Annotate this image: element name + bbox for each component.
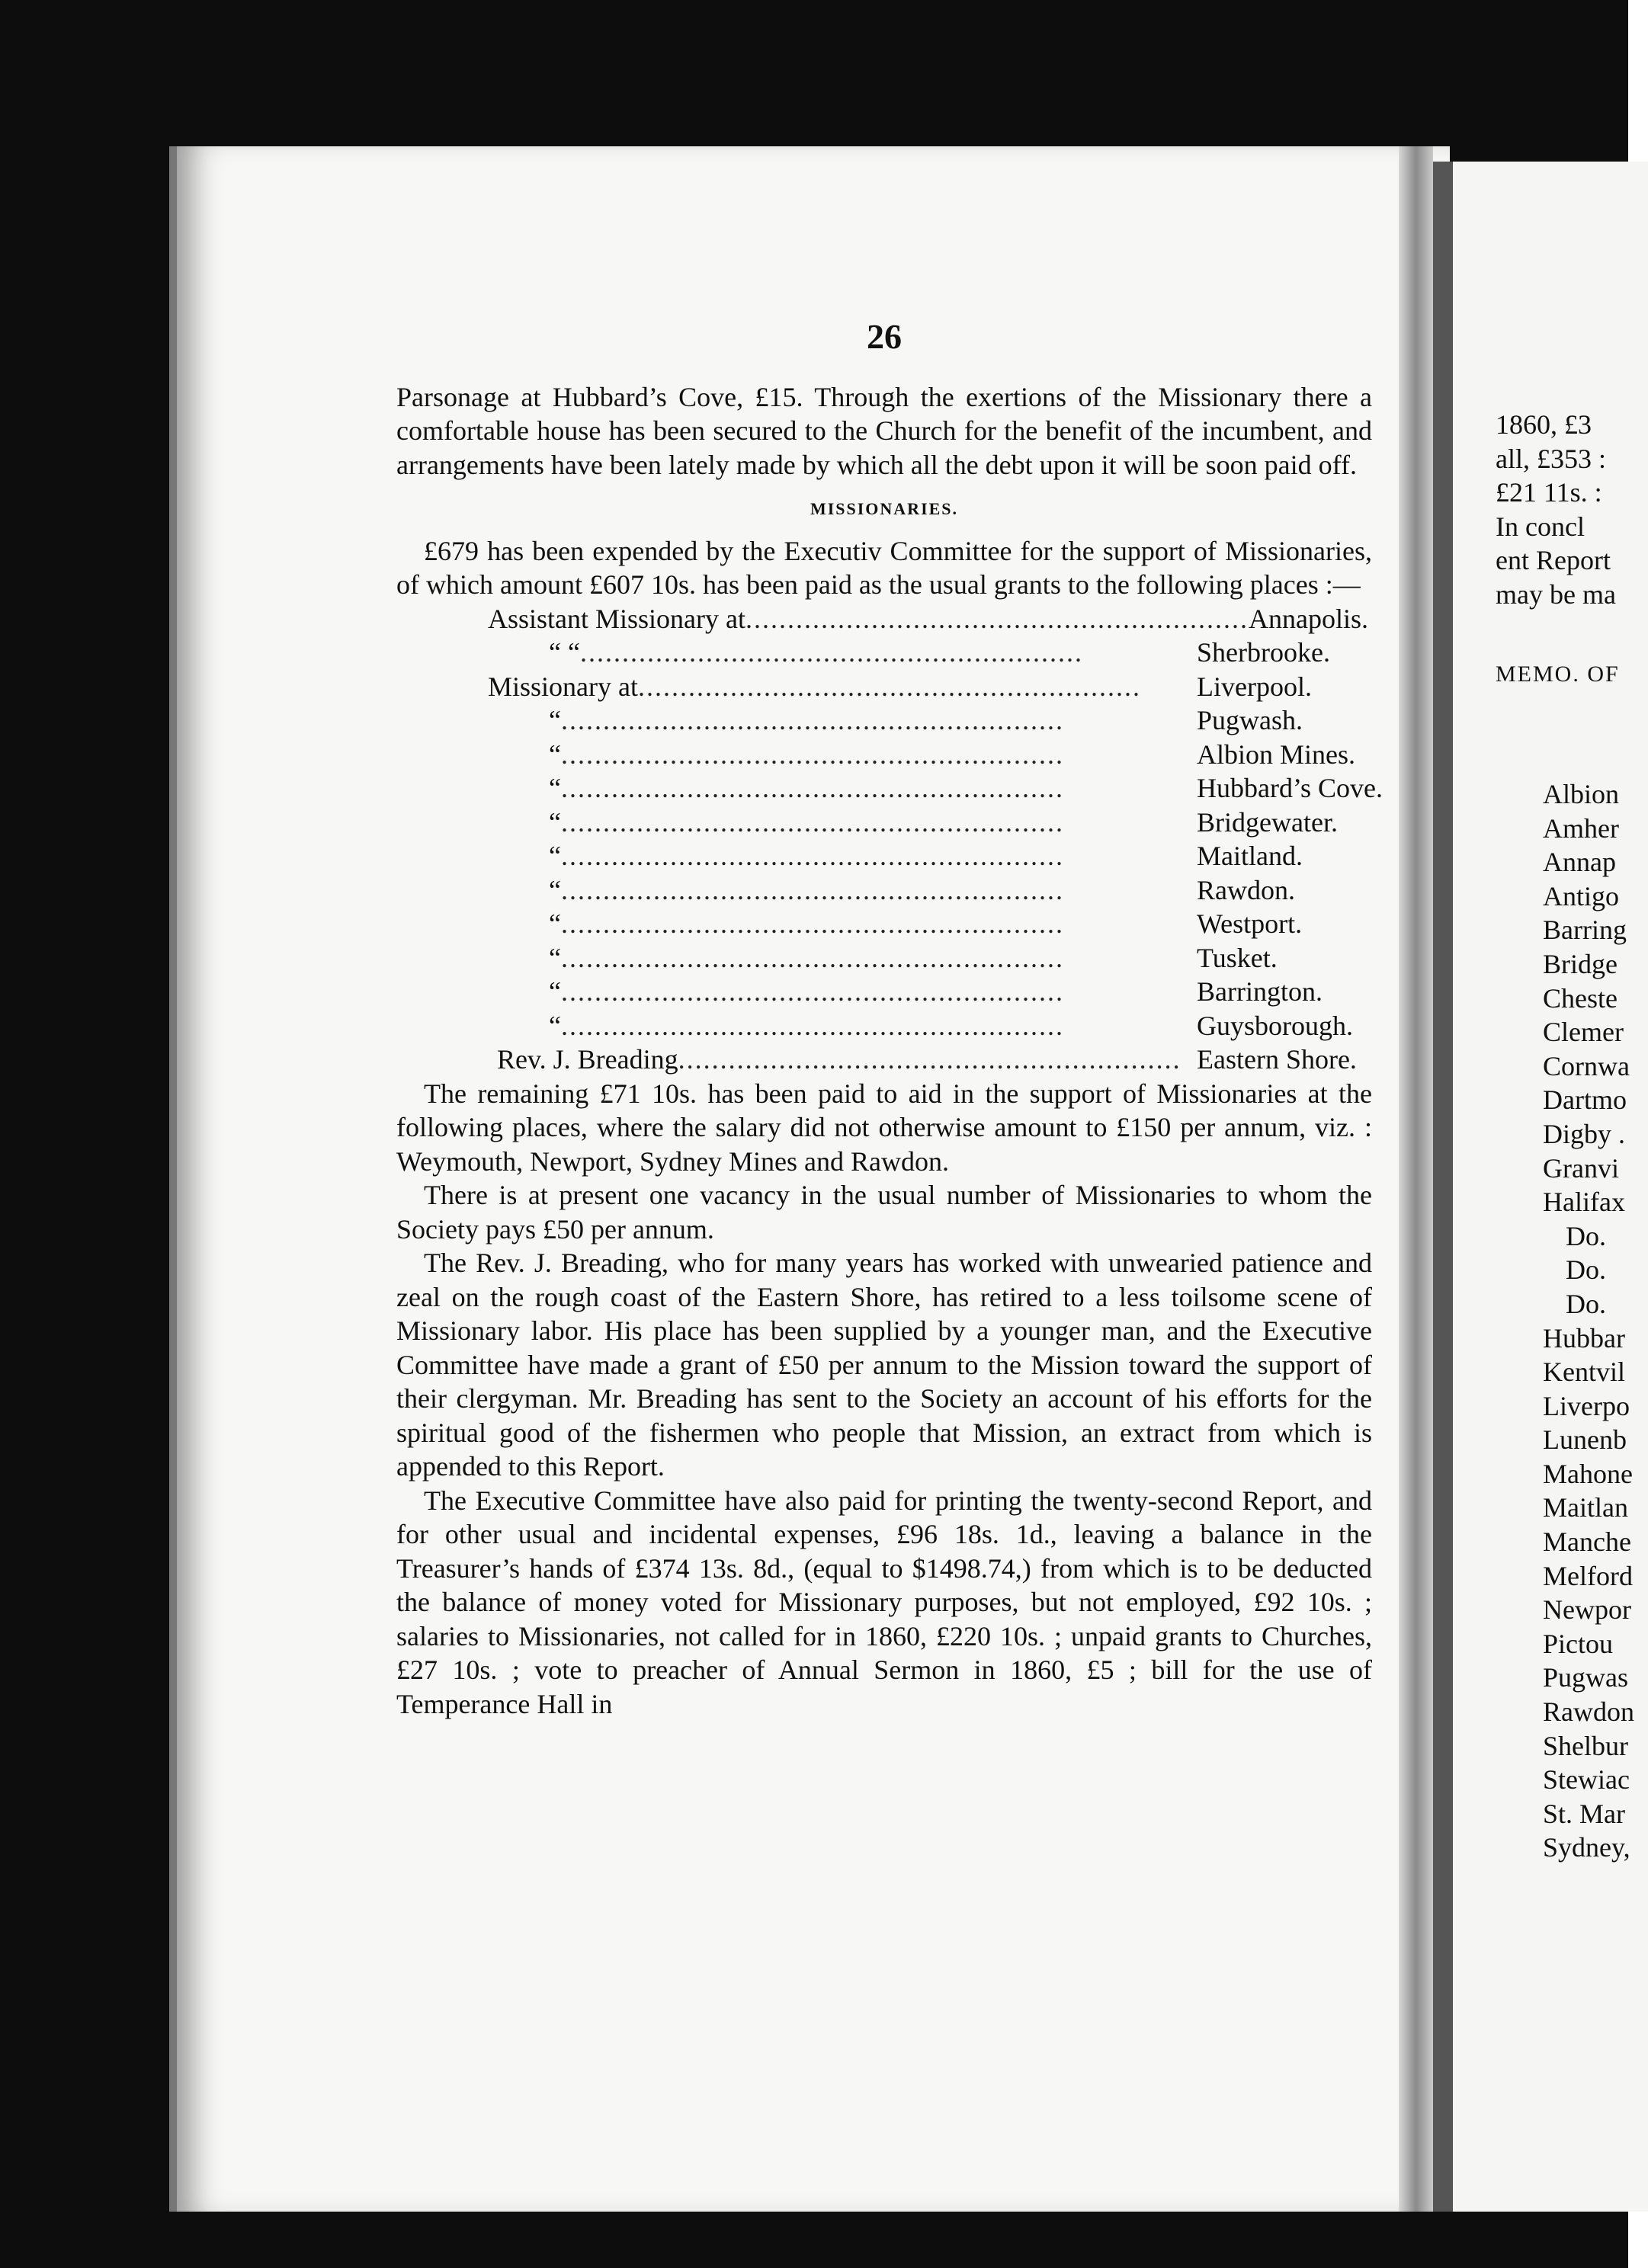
list-item — [396, 771, 1383, 806]
list-item — [396, 703, 1372, 738]
paragraph-remaining: The remaining £71 10s. has been paid to aid in the support of Missionaries at the following places, where the salary did not otherwise amount to £150 per annum, viz. : Weymouth, Newport, Sydney Mines and Rawdon. — [396, 1078, 1372, 1177]
list-item: Manche — [1543, 1526, 1631, 1558]
list-item — [396, 839, 1372, 873]
list-item — [396, 873, 1372, 908]
grant-place: Maitland. — [1197, 841, 1303, 871]
grant-place: Sherbrooke. — [1197, 637, 1330, 668]
list-item — [396, 975, 1372, 1009]
list-item: Dartmo — [1543, 1084, 1627, 1116]
right-line: all, £353 : — [1496, 443, 1606, 474]
list-item: Stewiac — [1543, 1764, 1630, 1796]
grant-label: “ “ — [549, 637, 580, 668]
section-heading: MISSIONARIES. — [810, 499, 959, 518]
right-line: £21 11s. : — [1496, 477, 1602, 508]
leader-dots: ............................................................ — [745, 603, 1249, 634]
leader-dots: ............................................................ — [560, 908, 1064, 939]
grant-label: Assistant Missionary at — [488, 603, 745, 634]
paragraph-expenses: The Executive Committee have also paid for printing the twenty-second Report, and for other usual and incidental expenses, £96 18s. 1d., leaving a balance in the Treasurer’s hands of £374 13s. 8d., (equal to $1498.74,) from which is to be deducted the balance of money voted for Missionary purposes, but not employed, £92 10s. ; salaries to Missionaries, not called for in 1860, £220 10s. ; unpaid grants to Churches, £27 10s. ; vote to preacher of Annual Sermon in 1860, £5 ; bill for the use of Temperance Hall in — [396, 1485, 1372, 1719]
list-item: Do. — [1566, 1288, 1606, 1319]
right-line: ent Report — [1496, 545, 1611, 575]
list-item: Mahone — [1543, 1458, 1633, 1489]
grant-place: Barrington. — [1197, 976, 1323, 1007]
list-item: Pictou — [1543, 1628, 1614, 1659]
paragraph-vacancy: There is at present one vacancy in the usual number of Missionaries to whom the Society pays £50 per annum. — [396, 1180, 1372, 1245]
list-item: Hubbar — [1543, 1322, 1625, 1353]
list-item — [396, 602, 1372, 636]
list-item: Granvi — [1543, 1152, 1619, 1184]
list-item — [396, 1043, 1372, 1077]
list-item: Amher — [1543, 812, 1619, 844]
list-item: Cornwa — [1543, 1050, 1630, 1081]
right-page-top-text — [1496, 408, 1616, 611]
grant-place: Westport. — [1197, 908, 1303, 939]
list-item: Cheste — [1543, 982, 1618, 1014]
list-item — [396, 738, 1372, 772]
list-item: Annap — [1543, 847, 1616, 878]
book-gutter — [1399, 146, 1433, 2212]
list-item — [396, 806, 1372, 840]
grant-label: Missionary at — [488, 671, 638, 702]
list-item: Barring — [1543, 915, 1627, 946]
grant-place: Rawdon. — [1197, 874, 1295, 905]
leader-dots: ............................................................ — [637, 671, 1141, 702]
list-item: Lunenb — [1543, 1424, 1627, 1456]
grant-label: “ — [549, 806, 561, 838]
grant-place: Albion Mines. — [1197, 738, 1356, 770]
list-item: Melford — [1543, 1560, 1633, 1591]
list-item: Albion — [1543, 779, 1620, 809]
list-item: Do. — [1566, 1254, 1606, 1286]
list-item: Maitlan — [1543, 1492, 1628, 1523]
grant-label: “ — [549, 705, 561, 735]
list-item: Shelbur — [1543, 1730, 1628, 1761]
grant-label: “ — [549, 874, 561, 905]
list-item: Liverpo — [1543, 1390, 1630, 1421]
grant-place: Pugwash. — [1197, 705, 1303, 735]
grant-place: Eastern Shore. — [1197, 1044, 1357, 1075]
list-item — [396, 941, 1372, 975]
list-item: St. Mar — [1543, 1798, 1625, 1829]
grant-label: “ — [549, 841, 561, 871]
leader-dots: ............................................................ — [560, 942, 1064, 973]
grant-place: Bridgewater. — [1197, 806, 1338, 838]
list-item: Kentvil — [1543, 1357, 1625, 1388]
grant-label: Rev. J. Breading — [497, 1044, 678, 1075]
list-item: Halifax — [1543, 1187, 1625, 1218]
list-item: Bridge — [1543, 948, 1618, 979]
right-line: 1860, £3 — [1496, 409, 1592, 440]
grant-place: Guysborough. — [1197, 1010, 1353, 1041]
leader-dots: ............................................................ — [560, 773, 1064, 803]
grant-label: “ — [549, 773, 561, 803]
leader-dots: ............................................................ — [560, 874, 1064, 905]
list-item: Sydney, — [1543, 1832, 1630, 1863]
grant-place: Annapolis. — [1249, 603, 1368, 634]
leader-dots: ............................................................ — [560, 1010, 1064, 1041]
list-item: Digby . — [1543, 1118, 1625, 1149]
right-page-places — [1543, 777, 1634, 1865]
grant-label: “ — [549, 976, 561, 1007]
grant-label: “ — [549, 1010, 561, 1041]
list-item: Antigo — [1543, 880, 1620, 911]
leader-dots: ............................................................ — [560, 705, 1064, 735]
page-number: 26 — [867, 317, 902, 356]
right-page-memo: MEMO. OF — [1496, 662, 1620, 687]
grant-label: “ — [549, 738, 561, 770]
right-line: may be ma — [1496, 578, 1616, 610]
page-content — [396, 317, 1383, 1721]
list-item: Pugwas — [1543, 1662, 1629, 1693]
grant-place: Liverpool. — [1197, 671, 1312, 702]
leader-dots: ............................................................ — [579, 637, 1083, 668]
leader-dots: ............................................................ — [678, 1044, 1181, 1075]
grants-list — [396, 602, 1383, 1077]
list-item: Rawdon — [1543, 1696, 1634, 1728]
grant-place: Hubbard’s Cove. — [1197, 773, 1383, 803]
paragraph-intro: £679 has been expended by the Executiv Committee for the support of Missionaries, of which amount £607 10s. has been paid as the usual grants to the following places :— — [396, 535, 1372, 600]
paragraph-breading: The Rev. J. Breading, who for many years has worked with unwearied patience and zeal on the rough coast of the Eastern Shore, has retired to a less toilsome scene of Missionary labor. His place has been supplied by a younger man, and the Executive Committee have made a grant of £50 per annum to the Mission toward the support of their clergyman. Mr. Breading has sent to the Society an account of his efforts for the spiritual good of the fishermen who people that Mission, an extract from which is appended to this Report. — [396, 1248, 1372, 1482]
list-item — [396, 636, 1372, 670]
leader-dots: ............................................................ — [560, 841, 1064, 871]
list-item — [396, 1009, 1372, 1043]
grant-label: “ — [549, 908, 561, 939]
leader-dots: ............................................................ — [560, 976, 1064, 1007]
leader-dots: ............................................................ — [560, 738, 1064, 770]
paragraph-parsonage: Parsonage at Hubbard’s Cove, £15. Through the exertions of the Missionary there a comfortable house has been secured to the Church for the benefit of the incumbent, and arrangements have been lately made by which all the debt upon it will be soon paid off. — [396, 381, 1372, 480]
grant-place: Tusket. — [1197, 942, 1278, 973]
right-line: In concl — [1496, 511, 1585, 542]
leader-dots: ............................................................ — [560, 806, 1064, 838]
list-item — [396, 670, 1372, 704]
list-item: Newpor — [1543, 1594, 1631, 1626]
list-item — [396, 907, 1372, 941]
list-item: Clemer — [1543, 1017, 1624, 1048]
list-item: Do. — [1566, 1220, 1606, 1251]
grant-label: “ — [549, 942, 561, 973]
